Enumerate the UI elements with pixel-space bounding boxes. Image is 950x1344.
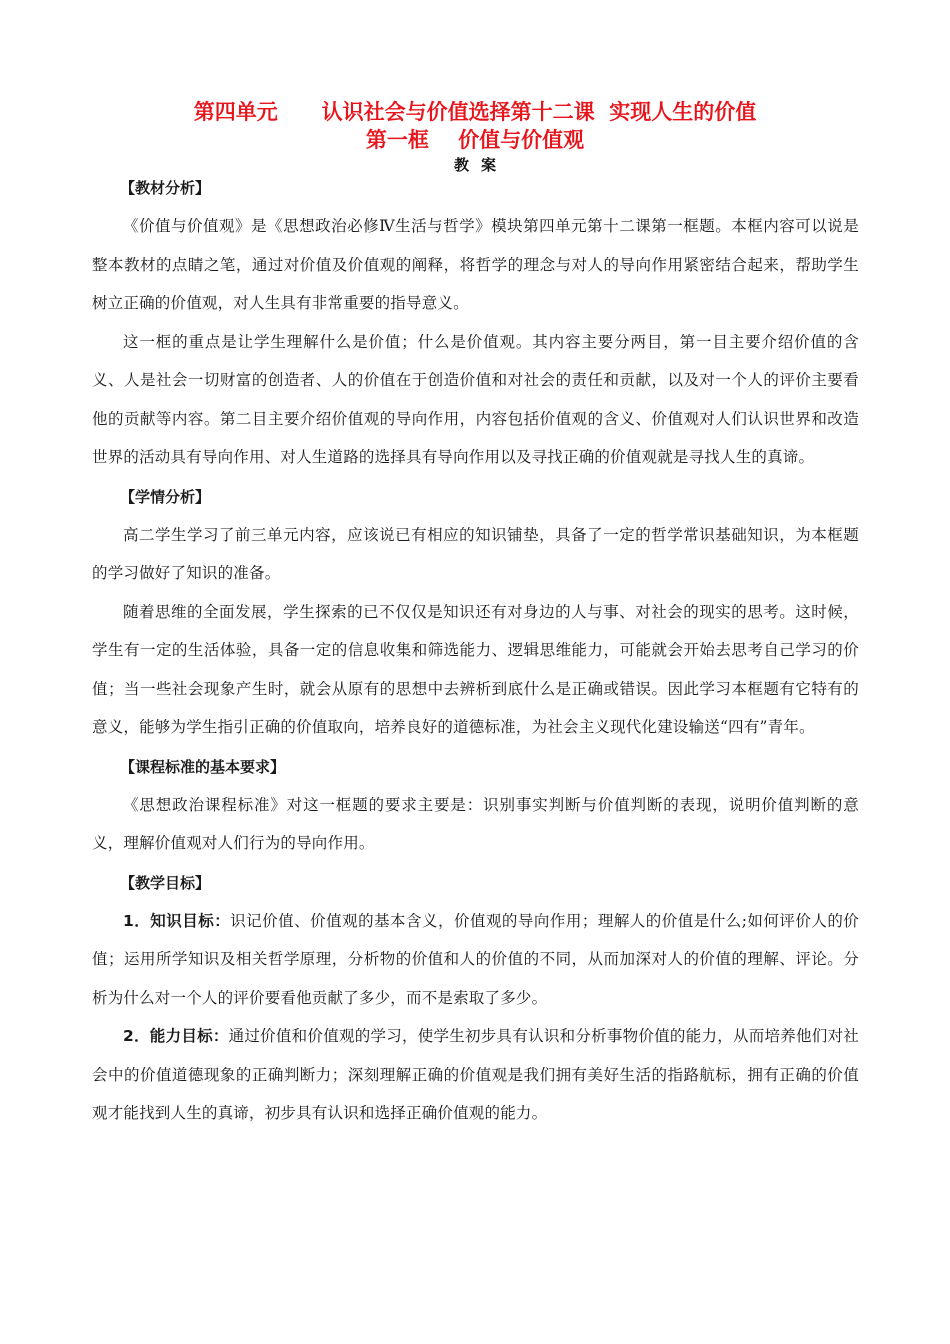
document-title-line2: 第一框 价值与价值观	[365, 128, 585, 152]
section-heading-textbook-analysis: 【教材分析】	[120, 179, 211, 197]
goal-paragraph-ability	[92, 1017, 859, 1133]
paragraph: 《价值与价值观》是《思想政治必修Ⅳ生活与哲学》模块第四单元第十二课第一框题。本框内容可以说是整本教材的点睛之笔，通过对价值及价值观的阐释，将哲学的理念与对人的导向作用紧密结合起来，帮助学生树立正确的价值观，对人生具有非常重要的指导意义。	[92, 217, 859, 312]
paragraph: 这一框的重点是让学生理解什么是价值；什么是价值观。其内容主要分两目，第一目主要介绍价值的含义、人是社会一切财富的创造者、人的价值在于创造价值和对社会的责任和贡献，以及对一个人的评价主要看他的贡献等内容。第二目主要介绍价值观的导向作用，内容包括价值观的含义、价值观对人们认识世界和改造世界的活动具有导向作用、对人生道路的选择具有导向作用以及寻找正确的价值观就是寻找人生的真谛。	[92, 332, 859, 466]
goal-text-knowledge: 识记价值、价值观的基本含义，价值观的导向作用；理解人的价值是什么;如何评价人的价值；运用所学知识及相关哲学原理，分析物的价值和人的价值的不同，从而加深对人的价值的理解、评论。分析为什么对一个人的评价要看他贡献了多少，而不是索取了多少。	[92, 911, 860, 1007]
document-title-line1: 第四单元 认识社会与价值选择第十二课 实现人生的价值	[193, 100, 757, 124]
document-body	[92, 176, 859, 1133]
section-heading-student-analysis: 【学情分析】	[120, 487, 211, 506]
goal-paragraph-knowledge	[92, 902, 859, 1018]
section-heading-teaching-goals: 【教学目标】	[120, 873, 211, 892]
paragraph: 《思想政治课程标准》对这一框题的要求主要是：识别事实判断与价值判断的表现，说明价值判断的意义，理解价值观对人们行为的导向作用。	[92, 795, 859, 852]
section-heading-curriculum-standard: 【课程标准的基本要求】	[120, 757, 286, 776]
goal-lead-ability: 2．能力目标：	[123, 1027, 229, 1045]
goal-text-ability: 通过价值和价值观的学习，使学生初步具有认识和分析事物价值的能力，从而培养他们对社会中的价值道德现象的正确判断力；深刻理解正确的价值观是我们拥有美好生活的指路航标，拥有正确的价值观才能找到人生的真谛，初步具有认识和选择正确价值观的能力。	[92, 1027, 859, 1122]
paragraph: 随着思维的全面发展，学生探索的已不仅仅是知识还有对身边的人与事、对社会的现实的思考。这时候，学生有一定的生活体验，具备一定的信息收集和筛选能力、逻辑思维能力，可能就会开始去思考自己学习的价值；当一些社会现象产生时，就会从原有的思想中去辨析到底什么是正确或错误。因此学习本框题有它特有的意义，能够为学生指引正确的价值取向，培养良好的道德标准，为社会主义现代化建设输送“四有”青年。	[92, 602, 859, 736]
goal-lead-knowledge: 1．知识目标：	[123, 911, 231, 930]
title-block	[100, 98, 850, 176]
document-subtitle: 教案	[453, 156, 508, 174]
paragraph: 高二学生学习了前三单元内容，应该说已有相应的知识铺垫，具备了一定的哲学常识基础知识，为本框题的学习做好了知识的准备。	[92, 525, 859, 582]
